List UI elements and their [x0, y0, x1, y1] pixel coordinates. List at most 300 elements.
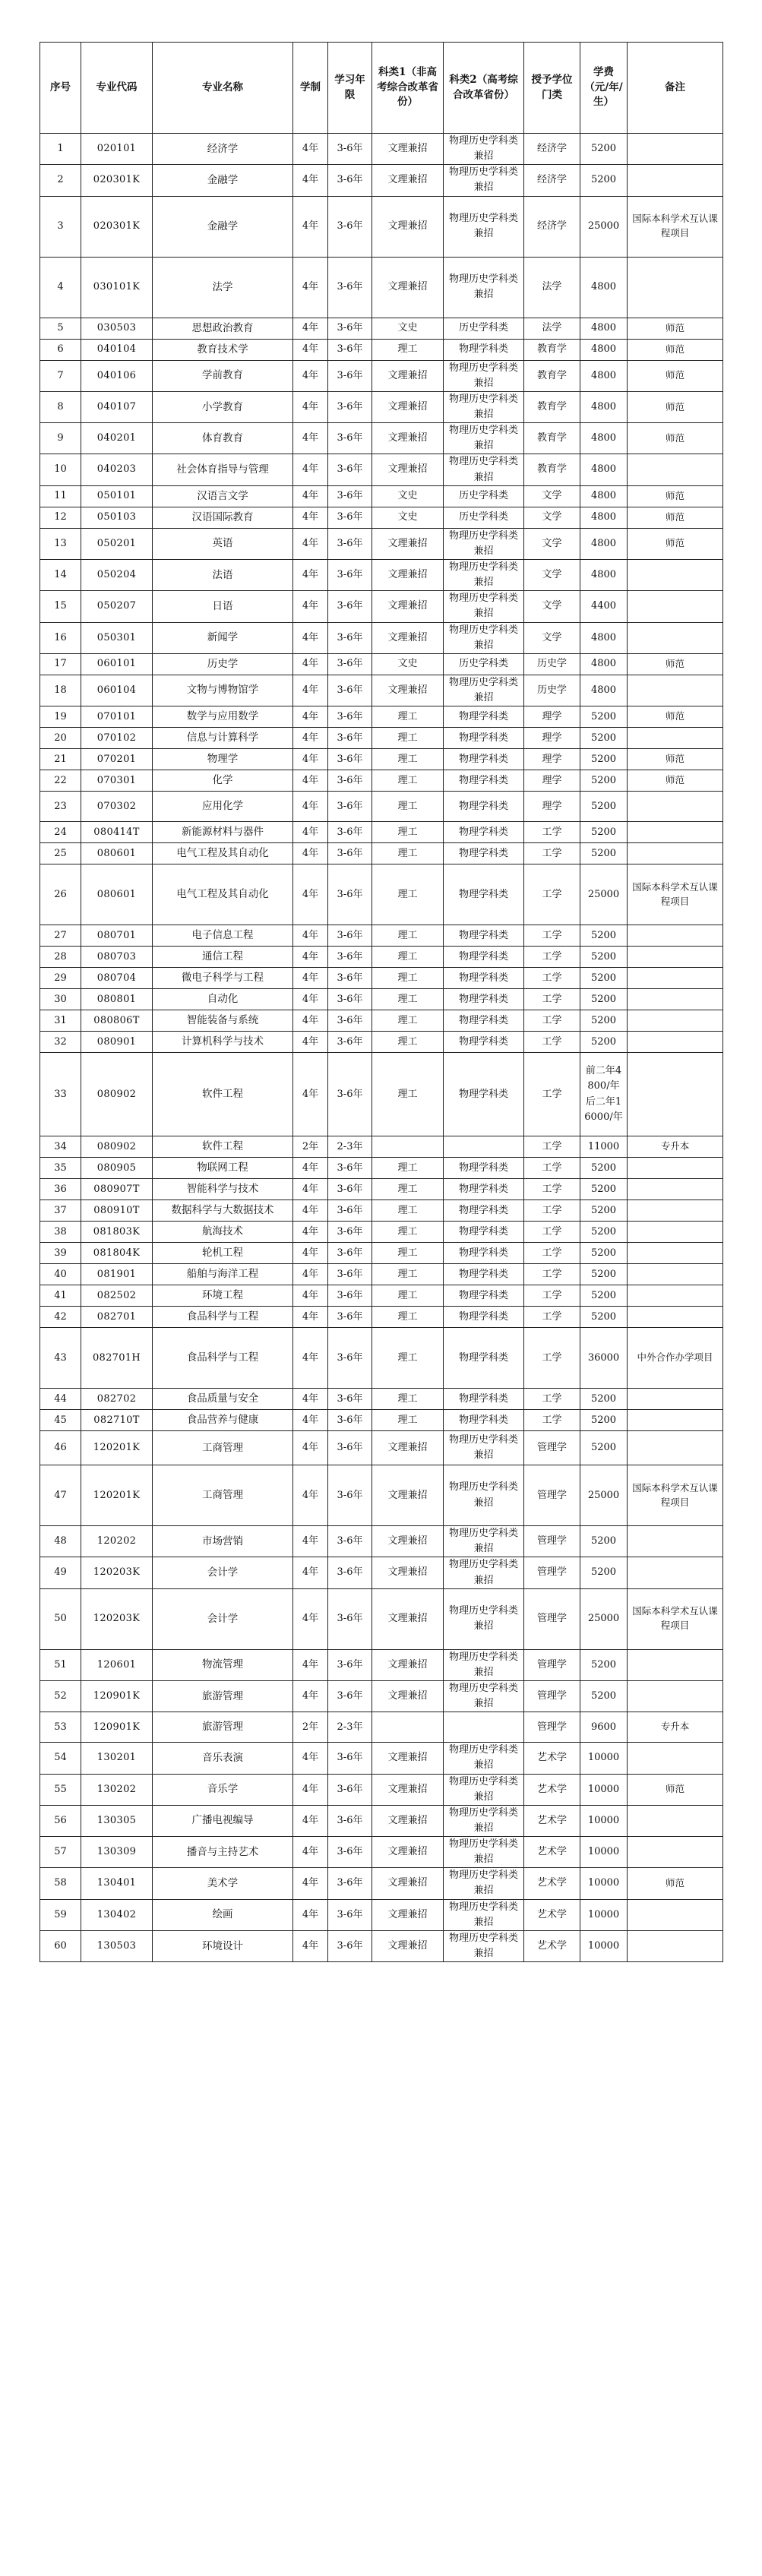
- table-row: [40, 528, 723, 559]
- cell-remarks: 师范: [628, 1774, 723, 1805]
- cell-duration: 4年: [293, 528, 328, 559]
- cell-row-index: 33: [40, 1053, 81, 1136]
- cell-duration: 4年: [293, 1179, 328, 1200]
- cell-row-index: 1: [40, 134, 81, 165]
- cell-major-name: 食品科学与工程: [153, 1307, 293, 1328]
- table-row: [40, 360, 723, 391]
- cell-category-2: 物理学科类: [444, 1053, 524, 1136]
- cell-tuition: 5200: [580, 1410, 628, 1431]
- cell-duration: 4年: [293, 843, 328, 864]
- table-row: [40, 728, 723, 749]
- cell-row-index: 48: [40, 1526, 81, 1557]
- cell-duration: 4年: [293, 925, 328, 947]
- cell-duration: 4年: [293, 749, 328, 770]
- cell-study-span: 3-6年: [328, 822, 372, 843]
- cell-remarks: 师范: [628, 360, 723, 391]
- cell-major-name: 食品科学与工程: [153, 1328, 293, 1389]
- cell-tuition: 4800: [580, 423, 628, 454]
- cell-row-index: 59: [40, 1899, 81, 1930]
- cell-study-span: 3-6年: [328, 947, 372, 968]
- cell-tuition: 10000: [580, 1930, 628, 1961]
- cell-row-index: 37: [40, 1200, 81, 1222]
- cell-row-index: 15: [40, 591, 81, 622]
- cell-major-code: 120601: [81, 1649, 153, 1680]
- cell-category-1: 文史: [372, 653, 444, 675]
- cell-row-index: 45: [40, 1410, 81, 1431]
- cell-degree: 文学: [524, 485, 580, 507]
- table-row: [40, 706, 723, 728]
- cell-remarks: [628, 1222, 723, 1243]
- cell-category-1: 文理兼招: [372, 1680, 444, 1712]
- cell-major-name: 轮机工程: [153, 1243, 293, 1264]
- cell-remarks: 师范: [628, 423, 723, 454]
- cell-category-1: 理工: [372, 1243, 444, 1264]
- cell-degree: 历史学: [524, 675, 580, 706]
- cell-study-span: 3-6年: [328, 1837, 372, 1868]
- cell-duration: 4年: [293, 728, 328, 749]
- cell-duration: 4年: [293, 989, 328, 1010]
- cell-major-name: 微电子科学与工程: [153, 968, 293, 989]
- cell-duration: 4年: [293, 1649, 328, 1680]
- cell-category-1: 文理兼招: [372, 257, 444, 318]
- cell-study-span: 3-6年: [328, 706, 372, 728]
- cell-category-2: 物理学科类: [444, 1307, 524, 1328]
- cell-tuition: 5200: [580, 968, 628, 989]
- cell-study-span: 3-6年: [328, 1868, 372, 1899]
- cell-duration: 4年: [293, 1222, 328, 1243]
- cell-major-code: 070302: [81, 792, 153, 822]
- cell-degree: 工学: [524, 989, 580, 1010]
- cell-degree: 工学: [524, 1136, 580, 1158]
- cell-row-index: 34: [40, 1136, 81, 1158]
- cell-remarks: 专升本: [628, 1712, 723, 1743]
- cell-degree: 教育学: [524, 339, 580, 360]
- cell-study-span: 3-6年: [328, 339, 372, 360]
- cell-category-2: 物理学科类: [444, 1264, 524, 1285]
- cell-degree: 经济学: [524, 196, 580, 257]
- cell-category-1: 文史: [372, 318, 444, 339]
- cell-major-code: 080907T: [81, 1179, 153, 1200]
- cell-duration: 4年: [293, 1526, 328, 1557]
- table-row: [40, 1243, 723, 1264]
- cell-duration: 4年: [293, 1680, 328, 1712]
- cell-major-name: 小学教育: [153, 391, 293, 422]
- cell-category-1: 文理兼招: [372, 1868, 444, 1899]
- cell-major-code: 082502: [81, 1285, 153, 1307]
- cell-tuition: 5200: [580, 1285, 628, 1307]
- cell-remarks: 师范: [628, 485, 723, 507]
- cell-row-index: 3: [40, 196, 81, 257]
- cell-remarks: [628, 1930, 723, 1961]
- cell-remarks: [628, 1805, 723, 1836]
- cell-remarks: [628, 1032, 723, 1053]
- cell-major-code: 040203: [81, 454, 153, 485]
- cell-degree: 工学: [524, 1285, 580, 1307]
- cell-tuition: 4800: [580, 675, 628, 706]
- cell-degree: 工学: [524, 1410, 580, 1431]
- cell-category-2: 历史学科类: [444, 318, 524, 339]
- cell-duration: 4年: [293, 1307, 328, 1328]
- cell-row-index: 16: [40, 622, 81, 653]
- cell-category-1: 理工: [372, 1307, 444, 1328]
- table-row: [40, 864, 723, 925]
- cell-major-code: 020301K: [81, 165, 153, 196]
- cell-tuition: 4800: [580, 360, 628, 391]
- cell-major-name: 社会体育指导与管理: [153, 454, 293, 485]
- cell-major-name: 软件工程: [153, 1136, 293, 1158]
- cell-tuition: 10000: [580, 1805, 628, 1836]
- cell-major-code: 130309: [81, 1837, 153, 1868]
- table-row: [40, 1200, 723, 1222]
- cell-degree: 工学: [524, 1328, 580, 1389]
- cell-remarks: 师范: [628, 507, 723, 528]
- cell-row-index: 21: [40, 749, 81, 770]
- table-row: [40, 1179, 723, 1200]
- cell-tuition: 4800: [580, 528, 628, 559]
- cell-row-index: 5: [40, 318, 81, 339]
- cell-study-span: 3-6年: [328, 1743, 372, 1774]
- cell-duration: 4年: [293, 1899, 328, 1930]
- cell-category-2: 物理历史学科类兼招: [444, 622, 524, 653]
- cell-duration: 4年: [293, 1805, 328, 1836]
- cell-major-code: 080902: [81, 1136, 153, 1158]
- cell-tuition: 5200: [580, 925, 628, 947]
- cell-tuition: 4400: [580, 591, 628, 622]
- cell-degree: 经济学: [524, 165, 580, 196]
- header-degree: 授予学位门类: [524, 43, 580, 134]
- cell-degree: 理学: [524, 792, 580, 822]
- cell-major-name: 广播电视编导: [153, 1805, 293, 1836]
- cell-study-span: 3-6年: [328, 1526, 372, 1557]
- cell-row-index: 31: [40, 1010, 81, 1032]
- cell-tuition: 25000: [580, 1588, 628, 1649]
- cell-remarks: 专升本: [628, 1136, 723, 1158]
- cell-major-code: 050101: [81, 485, 153, 507]
- cell-category-2: 物理历史学科类兼招: [444, 559, 524, 590]
- cell-degree: 经济学: [524, 134, 580, 165]
- cell-tuition: 5200: [580, 770, 628, 792]
- cell-category-2: 物理历史学科类兼招: [444, 391, 524, 422]
- cell-category-2: 历史学科类: [444, 485, 524, 507]
- cell-remarks: [628, 925, 723, 947]
- cell-major-name: 体育教育: [153, 423, 293, 454]
- cell-tuition: 5200: [580, 822, 628, 843]
- cell-degree: 管理学: [524, 1588, 580, 1649]
- table-body: [40, 134, 723, 1962]
- header-code: 专业代码: [81, 43, 153, 134]
- cell-category-2: 物理历史学科类兼招: [444, 1526, 524, 1557]
- cell-degree: 工学: [524, 1222, 580, 1243]
- cell-degree: 理学: [524, 728, 580, 749]
- cell-duration: 2年: [293, 1712, 328, 1743]
- cell-duration: 4年: [293, 706, 328, 728]
- cell-degree: 工学: [524, 1053, 580, 1136]
- table-row: [40, 1158, 723, 1179]
- cell-category-2: 物理历史学科类兼招: [444, 1557, 524, 1588]
- cell-degree: 艺术学: [524, 1774, 580, 1805]
- cell-duration: 4年: [293, 1285, 328, 1307]
- cell-study-span: 3-6年: [328, 559, 372, 590]
- cell-study-span: 3-6年: [328, 1465, 372, 1526]
- cell-degree: 管理学: [524, 1649, 580, 1680]
- cell-category-2: 物理历史学科类兼招: [444, 675, 524, 706]
- cell-tuition: 10000: [580, 1868, 628, 1899]
- cell-tuition: 5200: [580, 706, 628, 728]
- cell-category-1: 文理兼招: [372, 360, 444, 391]
- cell-major-code: 070101: [81, 706, 153, 728]
- cell-category-1: 文理兼招: [372, 165, 444, 196]
- cell-major-name: 智能装备与系统: [153, 1010, 293, 1032]
- cell-row-index: 35: [40, 1158, 81, 1179]
- cell-tuition: 10000: [580, 1743, 628, 1774]
- cell-tuition: 4800: [580, 559, 628, 590]
- cell-major-name: 信息与计算科学: [153, 728, 293, 749]
- cell-degree: 管理学: [524, 1712, 580, 1743]
- table-row: [40, 1410, 723, 1431]
- cell-duration: 4年: [293, 257, 328, 318]
- cell-tuition: 5200: [580, 134, 628, 165]
- cell-remarks: [628, 792, 723, 822]
- cell-row-index: 60: [40, 1930, 81, 1961]
- cell-category-2: 物理历史学科类兼招: [444, 196, 524, 257]
- cell-remarks: [628, 1743, 723, 1774]
- cell-study-span: 3-6年: [328, 770, 372, 792]
- cell-study-span: 3-6年: [328, 653, 372, 675]
- cell-category-2: 物理学科类: [444, 1222, 524, 1243]
- cell-tuition: 5200: [580, 165, 628, 196]
- cell-category-1: 理工: [372, 1053, 444, 1136]
- cell-duration: 4年: [293, 1389, 328, 1410]
- cell-remarks: 师范: [628, 653, 723, 675]
- cell-row-index: 13: [40, 528, 81, 559]
- cell-degree: 法学: [524, 318, 580, 339]
- cell-category-1: 文史: [372, 485, 444, 507]
- cell-category-1: 理工: [372, 1389, 444, 1410]
- cell-major-code: 120201K: [81, 1431, 153, 1465]
- cell-remarks: [628, 1053, 723, 1136]
- cell-duration: 4年: [293, 1328, 328, 1389]
- cell-major-code: 030101K: [81, 257, 153, 318]
- cell-category-2: 物理历史学科类兼招: [444, 1774, 524, 1805]
- cell-remarks: [628, 1179, 723, 1200]
- table-row: [40, 1264, 723, 1285]
- cell-major-code: 070102: [81, 728, 153, 749]
- cell-row-index: 17: [40, 653, 81, 675]
- cell-study-span: 3-6年: [328, 843, 372, 864]
- table-row: [40, 749, 723, 770]
- cell-degree: 工学: [524, 1389, 580, 1410]
- cell-major-code: 120203K: [81, 1557, 153, 1588]
- cell-major-code: 080902: [81, 1053, 153, 1136]
- cell-remarks: 师范: [628, 749, 723, 770]
- table-row: [40, 318, 723, 339]
- cell-category-1: 理工: [372, 1285, 444, 1307]
- cell-category-2: 物理历史学科类兼招: [444, 1465, 524, 1526]
- cell-study-span: 3-6年: [328, 925, 372, 947]
- cell-remarks: [628, 1526, 723, 1557]
- cell-tuition: 5200: [580, 1526, 628, 1557]
- cell-category-1: 理工: [372, 1010, 444, 1032]
- cell-tuition: 5200: [580, 843, 628, 864]
- cell-category-1: 理工: [372, 1222, 444, 1243]
- cell-category-1: 文理兼招: [372, 1899, 444, 1930]
- cell-row-index: 2: [40, 165, 81, 196]
- cell-category-2: 物理学科类: [444, 1010, 524, 1032]
- cell-major-code: 060101: [81, 653, 153, 675]
- cell-degree: 艺术学: [524, 1805, 580, 1836]
- cell-degree: 教育学: [524, 391, 580, 422]
- cell-category-2: 物理学科类: [444, 749, 524, 770]
- cell-major-name: 文物与博物馆学: [153, 675, 293, 706]
- cell-category-1: 文理兼招: [372, 1930, 444, 1961]
- cell-duration: 4年: [293, 165, 328, 196]
- cell-degree: 艺术学: [524, 1868, 580, 1899]
- cell-duration: 4年: [293, 1837, 328, 1868]
- cell-degree: 理学: [524, 706, 580, 728]
- cell-category-1: 文理兼招: [372, 134, 444, 165]
- header-duration: 学制: [293, 43, 328, 134]
- cell-major-code: 020301K: [81, 196, 153, 257]
- cell-major-code: 120901K: [81, 1680, 153, 1712]
- cell-degree: 管理学: [524, 1557, 580, 1588]
- cell-row-index: 36: [40, 1179, 81, 1200]
- table-row: [40, 822, 723, 843]
- cell-remarks: [628, 559, 723, 590]
- table-row: [40, 196, 723, 257]
- cell-major-name: 软件工程: [153, 1053, 293, 1136]
- cell-row-index: 9: [40, 423, 81, 454]
- table-row: [40, 559, 723, 590]
- cell-remarks: [628, 968, 723, 989]
- cell-remarks: [628, 1680, 723, 1712]
- cell-major-code: 050103: [81, 507, 153, 528]
- cell-major-code: 080414T: [81, 822, 153, 843]
- cell-major-code: 130201: [81, 1743, 153, 1774]
- cell-category-2: 物理学科类: [444, 770, 524, 792]
- cell-category-1: 理工: [372, 1328, 444, 1389]
- cell-major-code: 080601: [81, 843, 153, 864]
- cell-duration: 4年: [293, 1032, 328, 1053]
- cell-major-name: 通信工程: [153, 947, 293, 968]
- cell-tuition: 9600: [580, 1712, 628, 1743]
- cell-category-2: 物理学科类: [444, 947, 524, 968]
- table-row: [40, 1680, 723, 1712]
- cell-degree: 理学: [524, 770, 580, 792]
- cell-remarks: 师范: [628, 339, 723, 360]
- cell-remarks: [628, 728, 723, 749]
- cell-tuition: 25000: [580, 1465, 628, 1526]
- cell-row-index: 26: [40, 864, 81, 925]
- cell-tuition: 4800: [580, 454, 628, 485]
- cell-degree: 工学: [524, 1010, 580, 1032]
- cell-major-name: 物流管理: [153, 1649, 293, 1680]
- cell-degree: 管理学: [524, 1431, 580, 1465]
- cell-category-2: 物理历史学科类兼招: [444, 591, 524, 622]
- cell-row-index: 12: [40, 507, 81, 528]
- cell-row-index: 44: [40, 1389, 81, 1410]
- table-row: [40, 1712, 723, 1743]
- cell-study-span: 3-6年: [328, 528, 372, 559]
- table-row: [40, 485, 723, 507]
- cell-major-code: 040201: [81, 423, 153, 454]
- cell-major-code: 080701: [81, 925, 153, 947]
- cell-row-index: 57: [40, 1837, 81, 1868]
- cell-major-name: 思想政治教育: [153, 318, 293, 339]
- cell-duration: 4年: [293, 1158, 328, 1179]
- cell-category-1: [372, 1712, 444, 1743]
- cell-study-span: 3-6年: [328, 792, 372, 822]
- cell-study-span: 3-6年: [328, 507, 372, 528]
- cell-remarks: [628, 1158, 723, 1179]
- cell-remarks: [628, 1837, 723, 1868]
- header-index: 序号: [40, 43, 81, 134]
- cell-degree: 管理学: [524, 1465, 580, 1526]
- cell-row-index: 18: [40, 675, 81, 706]
- cell-major-code: 080910T: [81, 1200, 153, 1222]
- cell-category-2: 物理历史学科类兼招: [444, 257, 524, 318]
- cell-major-code: 080806T: [81, 1010, 153, 1032]
- table-row: [40, 339, 723, 360]
- cell-category-1: 文理兼招: [372, 1431, 444, 1465]
- cell-major-code: 080601: [81, 864, 153, 925]
- cell-degree: 工学: [524, 947, 580, 968]
- cell-degree: 艺术学: [524, 1743, 580, 1774]
- cell-major-name: 法学: [153, 257, 293, 318]
- cell-category-2: 物理历史学科类兼招: [444, 1837, 524, 1868]
- cell-row-index: 42: [40, 1307, 81, 1328]
- cell-row-index: 46: [40, 1431, 81, 1465]
- cell-major-name: 会计学: [153, 1557, 293, 1588]
- header-study-span: 学习年限: [328, 43, 372, 134]
- cell-category-1: 文理兼招: [372, 196, 444, 257]
- cell-degree: 工学: [524, 1179, 580, 1200]
- cell-category-2: 物理学科类: [444, 864, 524, 925]
- cell-study-span: 3-6年: [328, 1410, 372, 1431]
- cell-remarks: 师范: [628, 1868, 723, 1899]
- cell-category-1: 理工: [372, 1179, 444, 1200]
- cell-study-span: 3-6年: [328, 591, 372, 622]
- cell-category-2: 物理学科类: [444, 706, 524, 728]
- cell-duration: 4年: [293, 1557, 328, 1588]
- cell-category-2: 物理历史学科类兼招: [444, 1899, 524, 1930]
- table-row: [40, 675, 723, 706]
- cell-category-1: 理工: [372, 947, 444, 968]
- cell-major-name: 食品质量与安全: [153, 1389, 293, 1410]
- cell-category-2: 物理学科类: [444, 968, 524, 989]
- cell-row-index: 14: [40, 559, 81, 590]
- cell-degree: 历史学: [524, 653, 580, 675]
- cell-category-2: 物理学科类: [444, 1158, 524, 1179]
- table-row: [40, 591, 723, 622]
- cell-major-code: 080704: [81, 968, 153, 989]
- cell-study-span: 3-6年: [328, 134, 372, 165]
- cell-duration: 4年: [293, 675, 328, 706]
- cell-degree: 艺术学: [524, 1899, 580, 1930]
- table-row: [40, 1930, 723, 1961]
- cell-duration: 4年: [293, 1774, 328, 1805]
- cell-major-name: 汉语国际教育: [153, 507, 293, 528]
- cell-category-1: 文理兼招: [372, 1837, 444, 1868]
- cell-category-2: 物理历史学科类兼招: [444, 1588, 524, 1649]
- cell-category-2: 物理历史学科类兼招: [444, 423, 524, 454]
- header-category-2: 科类2（高考综合改革省份）: [444, 43, 524, 134]
- cell-category-2: 物理历史学科类兼招: [444, 1431, 524, 1465]
- cell-remarks: [628, 1010, 723, 1032]
- cell-row-index: 39: [40, 1243, 81, 1264]
- cell-category-2: 物理历史学科类兼招: [444, 1680, 524, 1712]
- cell-major-name: 英语: [153, 528, 293, 559]
- cell-row-index: 27: [40, 925, 81, 947]
